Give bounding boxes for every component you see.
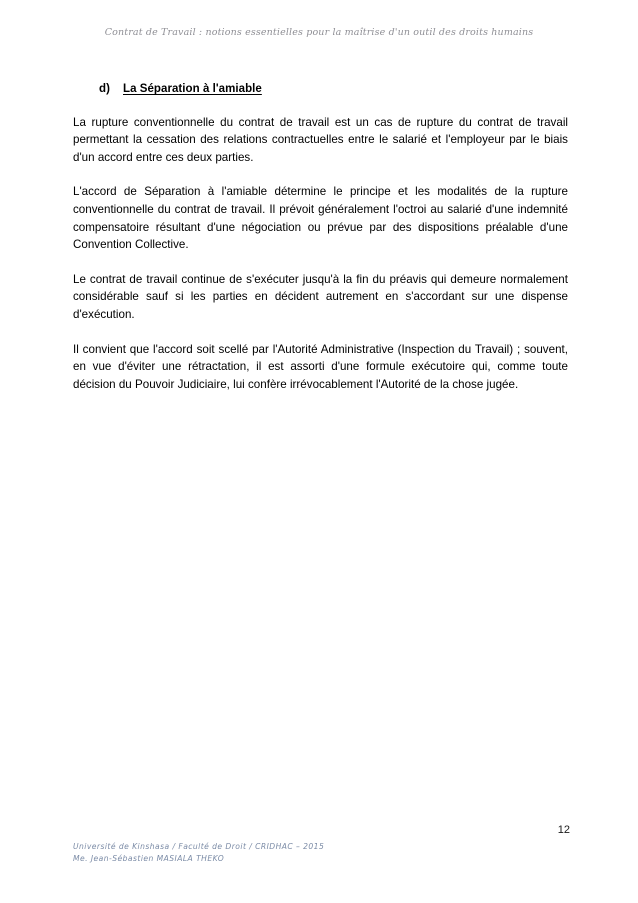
section-heading	[73, 82, 568, 98]
section-heading-label: La Séparation à l'amiable	[123, 83, 262, 95]
paragraph: La rupture conventionnelle du contrat de travail est un cas de rupture du contrat de travail permettant la cessation des relations contractuelles entre le salarié et l'employeur par le biais d'un accord entre ces deux parties.	[73, 115, 568, 164]
footer-author-line: Me. Jean-Sébastien MASIALA THEKO	[73, 853, 225, 863]
footer-institution-line: Université de Kinshasa / Faculté de Droit / CRIDHAC – 2015	[73, 842, 325, 851]
running-header	[0, 22, 638, 40]
paragraph: L'accord de Séparation à l'amiable détermine le principe et les modalités de la rupture conventionnelle du contrat de travail. Il prévoit généralement l'octroi au salarié d'une indemnité compensatoire résultant d'une négociation ou prévue par des dispositions préalable d'une Convention Collective.	[73, 185, 568, 252]
section-marker: d)	[99, 83, 110, 95]
page-number: 12	[557, 824, 570, 836]
page-footer	[73, 841, 568, 865]
paragraph: Le contrat de travail continue de s'exécuter jusqu'à la fin du préavis qui demeure normalement considérable sauf si les parties en décident autrement en s'accordant sur une dispense d'exécution.	[73, 272, 568, 321]
paragraph: Il convient que l'accord soit scellé par l'Autorité Administrative (Inspection du Travail) ; souvent, en vue d'éviter une rétractation, il est assorti d'une formule exécutoire qui, comme toute décision du Pouvoir Judiciaire, lui confère irrévocablement l'Autorité de la chose jugée.	[73, 342, 568, 391]
body-content	[73, 82, 568, 393]
running-header-title: Contrat de Travail : notions essentielles pour la maîtrise d'un outil des droits humains	[104, 27, 534, 38]
